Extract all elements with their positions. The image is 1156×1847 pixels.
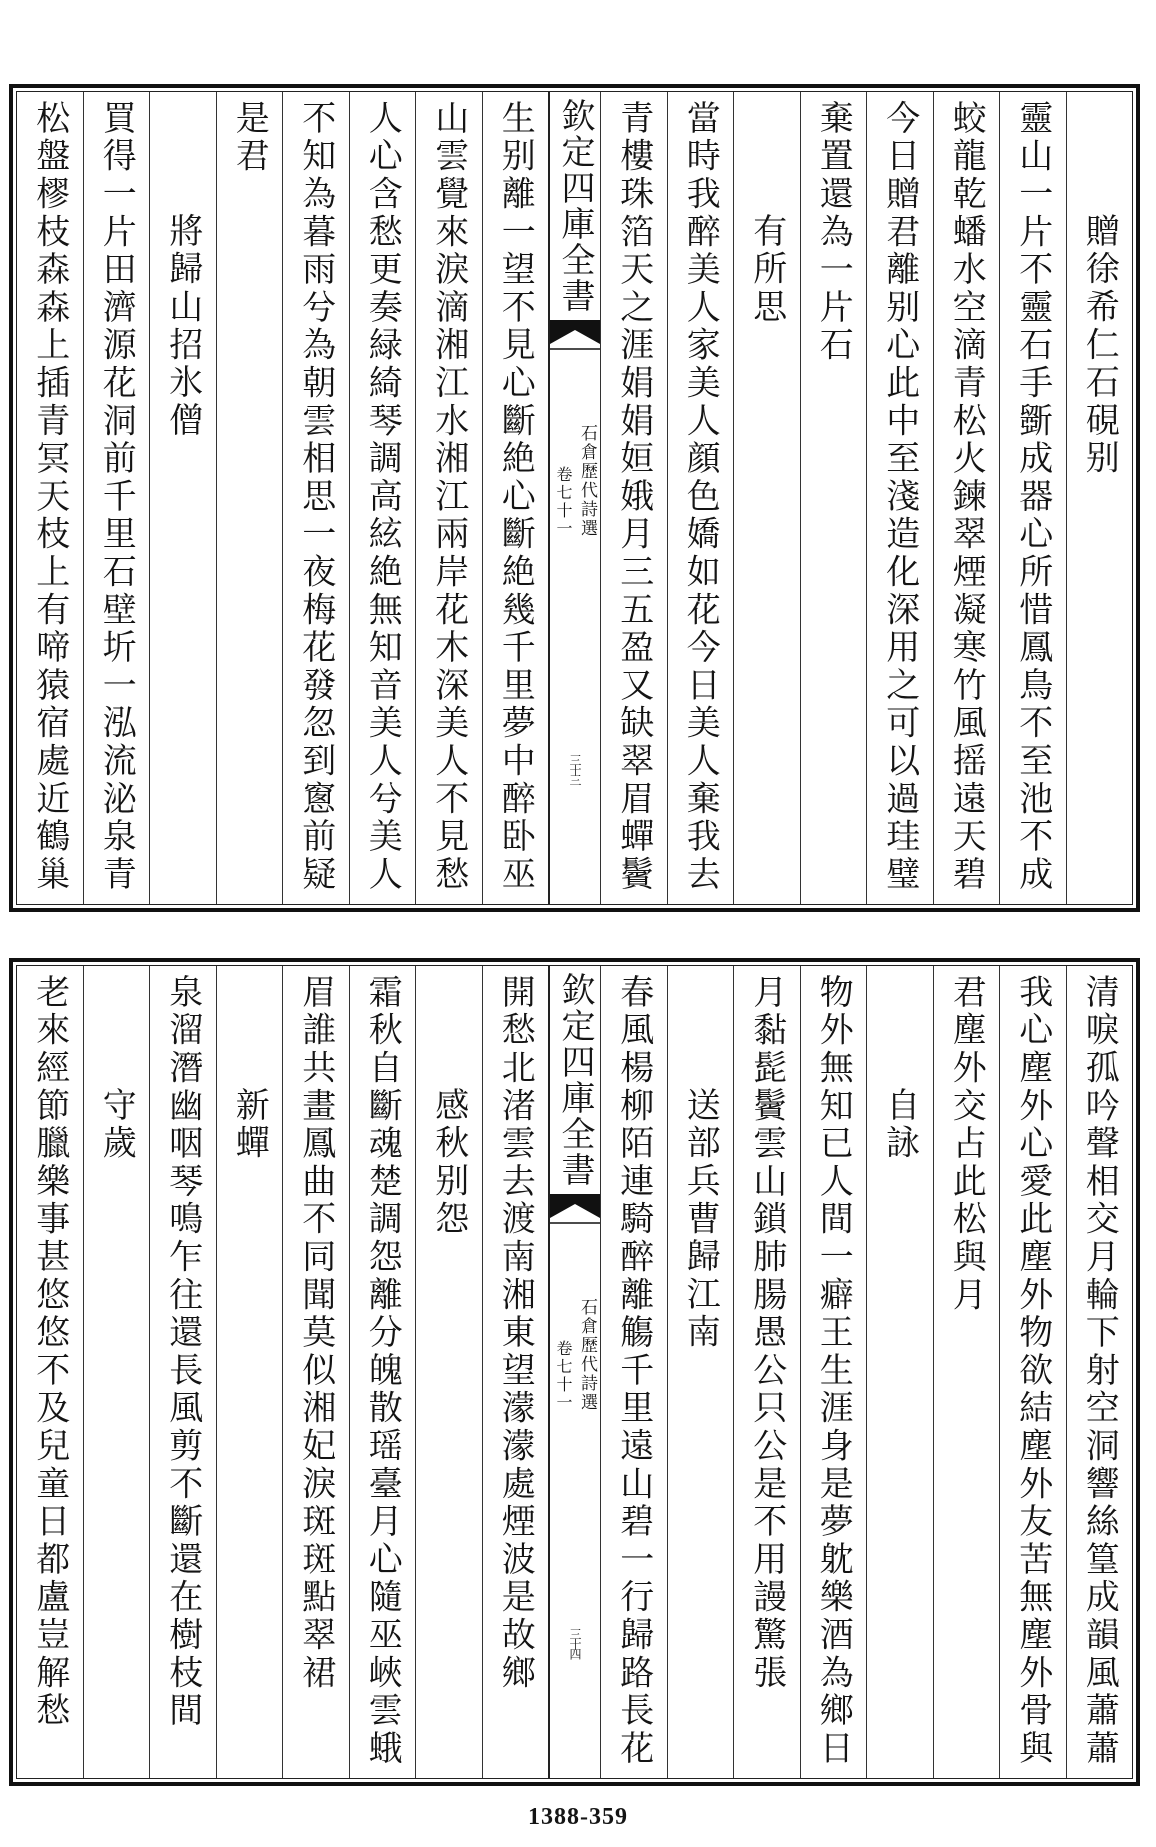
fishtail-ornament — [550, 1194, 600, 1224]
text-column — [1066, 966, 1133, 1778]
fold-column — [548, 966, 600, 1778]
fold-page-number: 三十四 — [568, 1628, 582, 1658]
text-column — [482, 966, 549, 1778]
page-code: 1388-359 — [528, 1804, 628, 1830]
verse-text: 當時我醉美人家美人顔色嬌如花今日美人棄我去 — [680, 100, 721, 894]
text-column — [17, 92, 83, 904]
poem-title-column — [83, 966, 150, 1778]
poem-title-column — [667, 966, 734, 1778]
verse-text: 月黏髭鬢雲山鎖肺腸愚公只公是不用謾驚張 — [746, 974, 787, 1693]
text-column — [482, 92, 549, 904]
poem-title-column — [216, 966, 283, 1778]
poem-title: 新蟬 — [229, 1087, 270, 1163]
text-column — [933, 92, 1000, 904]
fold-book-title: 欽定四庫全書 — [555, 98, 595, 314]
text-column — [415, 92, 482, 904]
poem-title: 自詠 — [879, 1087, 920, 1163]
leaf-bottom — [9, 958, 1140, 1786]
text-column — [216, 92, 283, 904]
verse-text: 青樓珠箔天之涯娟娟姮娥月三五盈又缺翠眉蟬鬢 — [613, 100, 654, 894]
fold-volume: 卷七十一 — [554, 1340, 573, 1412]
poem-title-column — [415, 966, 482, 1778]
verse-text: 清唳孤吟聲相交月輪下射空洞響絲篁成韻風蕭蕭 — [1079, 974, 1120, 1768]
verse-text: 老來經節臘樂事甚悠悠不及兒童日都盧豈解愁 — [29, 974, 70, 1730]
fold-work-title: 石倉歷代詩選 — [577, 1298, 597, 1412]
verse-text: 買得一片田濟源花洞前千里石壁圻一泓流泌泉青 — [96, 100, 137, 894]
fold-page-number: 三十三 — [568, 754, 582, 784]
poem-title: 贈徐希仁石硯别 — [1079, 213, 1120, 478]
text-column — [149, 966, 216, 1778]
poem-title: 感秋别怨 — [428, 1087, 469, 1239]
verse-text: 生别離一望不見心斷絶心斷絶幾千里夢中醉卧巫 — [495, 100, 536, 894]
poem-title-column — [149, 92, 216, 904]
poem-title: 送部兵曹歸江南 — [680, 1087, 721, 1352]
text-column — [800, 966, 867, 1778]
verse-text: 泉溜潛幽咽琴鳴乍往還長風剪不斷還在樹枝間 — [162, 974, 203, 1730]
text-column — [282, 966, 349, 1778]
poem-title: 有所思 — [746, 213, 787, 327]
poem-title-column — [866, 966, 933, 1778]
text-column — [83, 92, 150, 904]
text-column — [733, 966, 800, 1778]
text-column — [999, 966, 1066, 1778]
verse-text: 人心含愁更奏緑綺琴調高絃絶無知音美人兮美人 — [362, 100, 403, 894]
text-column — [349, 966, 416, 1778]
verse-text: 是君 — [229, 100, 270, 176]
fold-work-title: 石倉歷代詩選 — [577, 424, 597, 538]
text-column — [282, 92, 349, 904]
fold-volume: 卷七十一 — [554, 466, 573, 538]
poem-title-column — [1066, 92, 1133, 904]
verse-text: 靈山一片不靈石手斵成器心所惜鳳鳥不至池不成 — [1012, 100, 1053, 894]
fold-column — [548, 92, 600, 904]
poem-title: 守歲 — [96, 1087, 137, 1163]
poem-title-column — [733, 92, 800, 904]
verse-text: 我心塵外心愛此塵外物欲結塵外友苦無塵外骨與 — [1012, 974, 1053, 1768]
leaf-top-columns — [16, 91, 1133, 905]
verse-text: 今日贈君離别心此中至淺造化深用之可以過珪璧 — [879, 100, 920, 894]
verse-text: 春風楊柳陌連騎醉離觴千里遠山碧一行歸路長花 — [613, 974, 654, 1768]
text-column — [17, 966, 83, 1778]
text-column — [349, 92, 416, 904]
verse-text: 霜秋自斷魂楚調怨離分魄散瑶臺月心隨巫峽雲蛾 — [362, 974, 403, 1768]
text-column — [933, 966, 1000, 1778]
verse-text: 眉誰共畫鳳曲不同聞莫似湘妃淚斑斑點翠裙 — [295, 974, 336, 1693]
verse-text: 山雲覺來淚滴湘江水湘江兩岸花木深美人不見愁 — [428, 100, 469, 894]
verse-text: 松盤樛枝森森上插青冥天枝上有啼猿宿處近鶴巢 — [29, 100, 70, 894]
verse-text: 棄置還為一片石 — [813, 100, 854, 365]
text-column — [999, 92, 1066, 904]
verse-text: 不知為暮雨兮為朝雲相思一夜梅花發忽到窻前疑 — [295, 100, 336, 894]
poem-title: 將歸山招氷僧 — [162, 213, 203, 440]
text-column — [800, 92, 867, 904]
text-column — [600, 92, 667, 904]
verse-text: 開愁北渚雲去渡南湘東望濛濛處煙波是故鄉 — [495, 974, 536, 1693]
verse-text: 蛟龍乾蟠水空滴青松火鍊翠煙凝寒竹風摇遠天碧 — [946, 100, 987, 894]
leaf-top — [9, 84, 1140, 912]
fold-book-title: 欽定四庫全書 — [555, 972, 595, 1188]
verse-text: 物外無知已人間一癖王生涯身是夢躭樂酒為鄉日 — [813, 974, 854, 1768]
text-column — [667, 92, 734, 904]
text-column — [600, 966, 667, 1778]
leaf-bottom-columns — [16, 965, 1133, 1779]
text-column — [866, 92, 933, 904]
fishtail-ornament — [550, 320, 600, 350]
verse-text: 君塵外交占此松與月 — [946, 974, 987, 1315]
